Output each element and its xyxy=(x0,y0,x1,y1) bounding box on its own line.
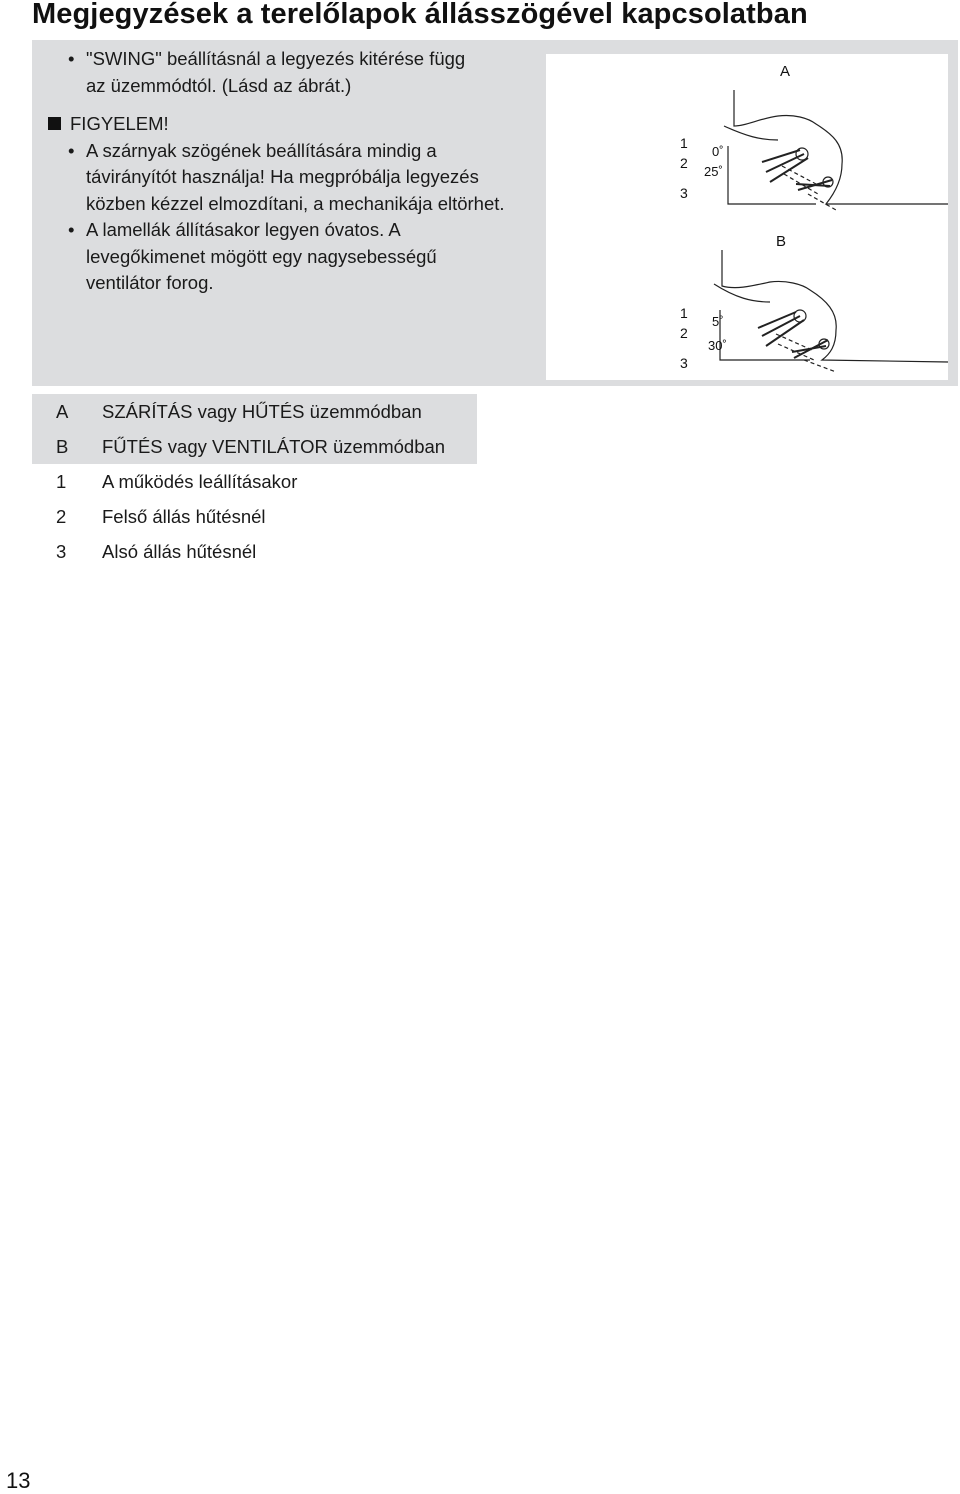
legend-key: B xyxy=(56,435,69,457)
legend-text: FŰTÉS vagy VENTILÁTOR üzemmódban xyxy=(102,435,446,457)
note-text xyxy=(46,46,546,297)
panel-a-position-2: 2 xyxy=(680,155,688,171)
louver-angle-diagram xyxy=(546,54,948,380)
louver-angle-figure xyxy=(546,54,948,380)
legend-key: 3 xyxy=(56,540,67,562)
warning-bullet-2-line-3: ventilátor forog. xyxy=(86,272,214,293)
page-title: Megjegyzések a terelőlapok állásszögével kapcsolatban xyxy=(32,0,808,30)
warning-bullet-1-line-2: távirányítót használja! Ha megpróbálja legyezés xyxy=(86,166,479,187)
legend-row xyxy=(32,499,492,534)
panel-b-louvers xyxy=(758,310,836,372)
warning-bullet-1-line-1: A szárnyak szögének beállítására mindig a xyxy=(86,139,437,161)
legend-text: Alsó állás hűtésnél xyxy=(102,540,257,562)
warning-bullet-1-line-3: közben kézzel elmozdítani, a mechanikája eltörhet. xyxy=(86,192,505,214)
swing-bullet xyxy=(46,46,546,99)
warning-bullet-2-line-2: levegőkimenet mögött egy nagysebességű xyxy=(86,245,437,267)
legend-text: SZÁRÍTÁS vagy HŰTÉS üzemmódban xyxy=(102,400,422,422)
panel-b-position-2: 2 xyxy=(680,325,688,341)
panel-a-angle-bottom: 25˚ xyxy=(704,164,723,179)
warning-bullet-2 xyxy=(46,217,546,297)
warning-label: FIGYELEM! xyxy=(70,113,169,134)
legend-row xyxy=(32,429,477,464)
warning-bullet-1 xyxy=(46,138,546,218)
panel-b-angle-bottom: 30˚ xyxy=(708,338,727,353)
panel-a-unit-outline xyxy=(724,90,948,204)
legend-table xyxy=(32,394,492,569)
panel-a-louvers xyxy=(762,148,836,210)
panel-a-angle-top: 0˚ xyxy=(712,144,724,159)
legend-row xyxy=(32,534,492,569)
panel-a-label: A xyxy=(780,63,791,80)
legend-row xyxy=(32,464,492,499)
swing-bullet-line-2: az üzemmódtól. (Lásd az ábrát.) xyxy=(86,74,352,96)
warning-square-icon xyxy=(48,117,61,130)
legend-row xyxy=(32,394,477,429)
bullet-dot: • xyxy=(68,139,75,161)
panel-a-position-1: 1 xyxy=(680,135,688,151)
panel-b-position-1: 1 xyxy=(680,305,688,321)
note-box xyxy=(32,40,958,386)
legend-key: 2 xyxy=(56,505,67,527)
legend-key: A xyxy=(56,400,69,422)
warning-bullet-2-line-1: A lamellák állításakor legyen óvatos. A xyxy=(86,219,401,240)
legend-text: Felső állás hűtésnél xyxy=(102,505,266,527)
bullet-dot: • xyxy=(68,219,75,240)
panel-b-angle-top: 5˚ xyxy=(712,314,724,329)
bullet-dot: • xyxy=(68,48,75,69)
panel-b-unit-outline xyxy=(714,250,948,362)
panel-b-position-3: 3 xyxy=(680,355,688,371)
panel-a-position-3: 3 xyxy=(680,185,688,201)
legend-key: 1 xyxy=(56,470,67,492)
page-number: 13 xyxy=(6,1468,31,1493)
legend-text: A működés leállításakor xyxy=(102,470,298,492)
panel-b-label: B xyxy=(776,233,787,250)
warning-heading xyxy=(46,111,546,138)
swing-bullet-line-1: "SWING" beállításnál a legyezés kitérése függ xyxy=(86,48,466,69)
